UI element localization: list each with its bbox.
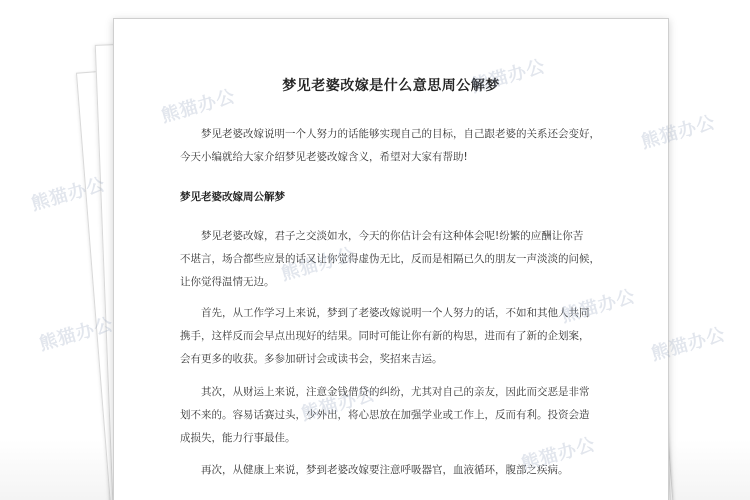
intro-line-1: 梦见老婆改嫁说明一个人努力的话能够实现自己的目标，自己跟老婆的关系还会变好，	[201, 128, 600, 140]
watermark: 熊猫办公	[638, 111, 718, 154]
paragraph-4	[180, 459, 620, 482]
paragraph-3	[180, 381, 620, 450]
watermark: 熊猫办公	[158, 85, 238, 128]
paragraph-2	[180, 302, 620, 371]
paragraph-1-line-2: 不堪言，场合都些应景的话又让你觉得虚伪无比，反而是相隔已久的朋友一声淡淡的问候，	[180, 253, 600, 265]
watermark: 熊猫办公	[298, 383, 378, 426]
paragraph-2-line-2: 携手，这样反而会早点出现好的结果。同时可能让你有新的构思，进而有了新的企划案，	[180, 330, 590, 342]
watermark: 熊猫办公	[648, 323, 728, 366]
paragraph-3-line-1: 其次，从财运上来说，注意金钱借贷的纠纷，尤其对自己的亲友，因此而交恶是非常	[201, 386, 590, 398]
paragraph-4-line-1: 再次，从健康上来说，梦到老婆改嫁要注意呼吸器官，血液循环，腹部之疾病。	[201, 464, 569, 476]
intro-paragraph	[180, 123, 620, 169]
watermark: 熊猫办公	[558, 285, 638, 328]
paragraph-1-line-3: 让你觉得温情无边。	[180, 276, 275, 288]
intro-line-2: 今天小编就给大家介绍梦见老婆改嫁含义，希望对大家有帮助!	[180, 151, 468, 163]
paragraph-1	[180, 225, 620, 294]
paragraph-3-line-2: 划不来的。容易话赛过头，少外出，将心思放在加强学业或工作上，反而有利。投资会造	[180, 409, 590, 421]
watermark: 熊猫办公	[36, 313, 116, 356]
watermark: 熊猫办公	[28, 173, 108, 216]
watermark: 熊猫办公	[518, 433, 598, 476]
document-page	[113, 18, 669, 500]
paragraph-3-line-3: 成损失，能力行事最佳。	[180, 432, 296, 444]
document-title: 梦见老婆改嫁是什么意思周公解梦	[282, 78, 500, 94]
paragraph-2-line-1: 首先，从工作学习上来说，梦到了老婆改嫁说明一个人努力的话，不如和其他人共同	[201, 307, 590, 319]
paragraph-1-line-1: 梦见老婆改嫁，君子之交淡如水，今天的你估计会有这种体会呢!纷繁的应酬让你苦	[201, 230, 584, 242]
watermark: 熊猫办公	[468, 55, 548, 98]
watermark: 熊猫办公	[278, 243, 358, 286]
paragraph-2-line-3: 会有更多的收获。多参加研讨会或读书会，奖招来吉运。	[180, 353, 443, 365]
section-heading: 梦见老婆改嫁周公解梦	[180, 191, 285, 203]
